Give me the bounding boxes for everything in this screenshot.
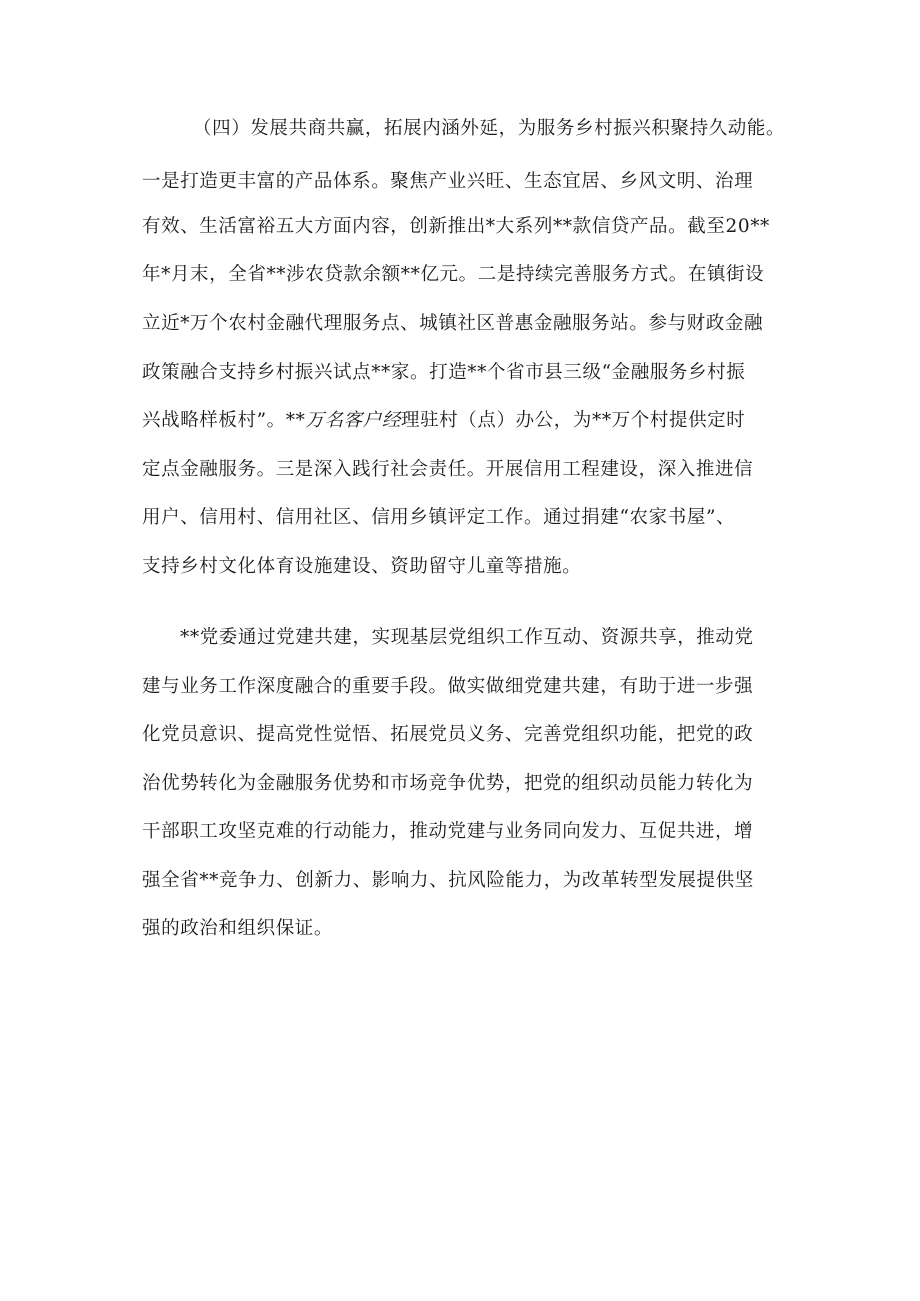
paragraph-2-line-5: 干部职工攻坚克难的行动能力，推动党建与业务同向发力、互促共进，增 [142, 821, 754, 842]
paragraph-2-line-1: **党委通过党建共建，实现基层党组织工作互动、资源共享，推动党 [180, 627, 754, 648]
paragraph-1-line-9: 用户、信用村、信用社区、信用乡镇评定工作。通过捐建“农家书屋”、 [142, 507, 736, 528]
paragraph-2-line-3: 化党员意识、提高党性觉悟、拓展党员义务、完善党组织功能，把党的政 [142, 724, 754, 745]
paragraph-1-line-5: 立近*万个农村金融代理服务点、城镇社区普惠金融服务站。参与财政金融 [142, 313, 764, 334]
paragraph-2-line-2: 建与业务工作深度融合的重要手段。做实做细党建共建，有助于进一步强 [142, 676, 754, 697]
paragraph-2-line-7: 强的政治和组织保证。 [142, 918, 334, 939]
paragraph-1-line-8: 定点金融服务。三是深入践行社会责任。开展信用工程建设，深入推进信 [142, 459, 754, 480]
line-7-italic-text: **万名客户经 [285, 410, 401, 431]
paragraph-1-line-3: 有效、生活富裕五大方面内容，创新推出*大系列**款信贷产品。截至20** [142, 216, 770, 237]
paragraph-1-line-2: 一是打造更丰富的产品体系。聚焦产业兴旺、生态宜居、乡风文明、治理 [142, 171, 754, 192]
line-7-prefix: 兴战略样板村”。 [142, 410, 286, 431]
paragraph-2-line-6: 强全省**竞争力、创新力、影响力、抗风险能力，为改革转型发展提供坚 [142, 870, 754, 891]
paragraph-2-line-4: 治优势转化为金融服务优势和市场竞争优势，把党的组织动员能力转化为 [142, 773, 754, 794]
paragraph-1-line-6: 政策融合支持乡村振兴试点**家。打造**个省市县三级“金融服务乡村振 [142, 362, 746, 383]
paragraph-1-line-4: 年*月末，全省**涉农贷款余额**亿元。二是持续完善服务方式。在镇街设 [142, 264, 765, 285]
paragraph-1-line-1: （四）发展共商共赢，拓展内涵外延，为服务乡村振兴积聚持久动能。 [193, 118, 786, 139]
line-7-rest: 理驻村（点）办公，为**万个村提供定时 [400, 410, 746, 431]
paragraph-1-line-7 [142, 409, 745, 433]
paragraph-1-line-10: 支持乡村文化体育设施建设、资助留守儿童等措施。 [142, 556, 582, 577]
